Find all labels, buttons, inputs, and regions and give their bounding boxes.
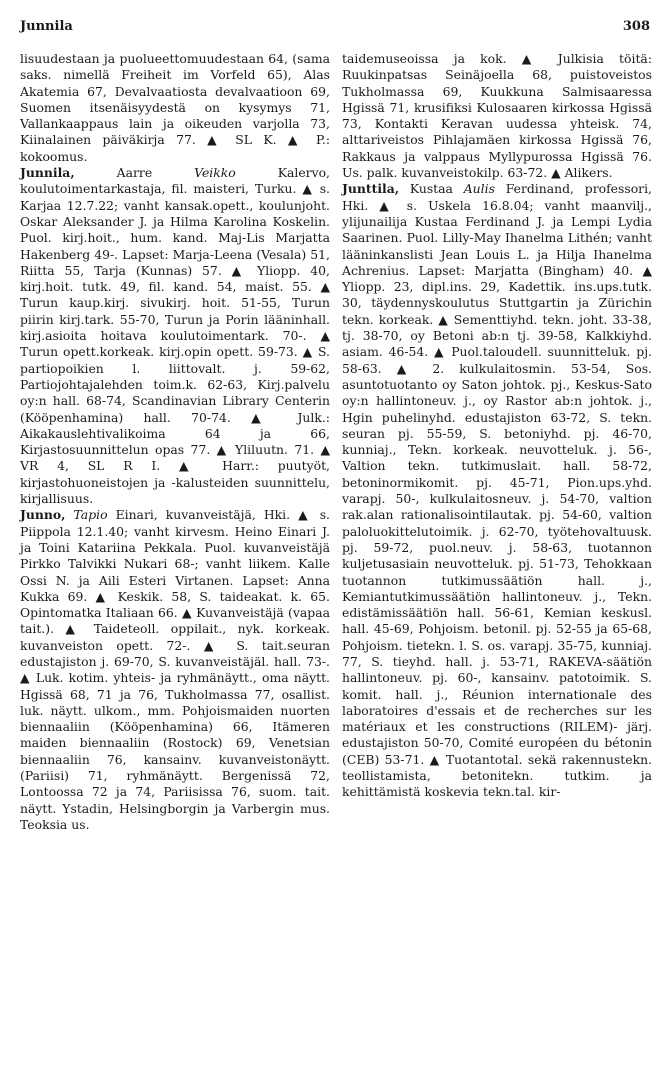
left-column [20,51,330,833]
entry-junno-tapio: Junno, Tapio Einari, kuvanveistäjä, Hki. ▲ s. Piippola 12.1.40; vanht kirvesm. Heino Einari J. ja Toini Katariina Pekkala. Puol. kuvanveistäjä Pirkko Talvikki Nukari 68-; vanht liikem. Kalle Ossi N. ja Aili Esteri Virtanen. Lapset: Anna Kukka 69. ▲ Keskik. 58, S. taideakat. k. 65. Opintomatka Italiaan 66. ▲ Kuvanveistäjä (vapaa tait.). ▲ Taideteoll. oppilait., nyk. korkeak. kuvanveiston opett. 72-. ▲ S. tait.seuran edustajiston j. 69-70, S. kuvanveistäjäl. hall. 73-. ▲ Luk. kotim. yhteis- ja ryhmänäytt., oma näytt. Hgissä 68, 71 ja 76, Tukholmassa 77, osallist. luk. näytt. ulkom., mm. Pohjoismaiden nuorten biennaaliin (Kööpenhamina) 66, Itämeren maiden biennaaliin (Rostock) 69, Venetsian biennaaliin 76, kansainv. kuvanveistonäytt. (Pariisi) 71, ryhmänäytt. Bergenissä 72, Lontoossa 72 ja 74, Pariisissa 76, suom. tait. näytt. Ystadin, Helsingborgin ja Varbergin mus. Teoksia us. [20,507,330,832]
running-head: Junnila [20,19,73,34]
page-number: 308 [622,19,650,34]
right-column [342,51,652,801]
page-header [0,0,672,40]
entry-continuation: lisuudestaan ja puolueettomuudestaan 64, (sama saks. nimellä Freiheit im Vorfeld 65), Alas Akatemia 67, Devalvaatiosta devalvaatioon 69, Suomen itsenäisyydestä on kysymys 71, Vallankaappaus lain ja oikeuden varjolla 73, Kiinalainen päiväkirja 77. ▲ SL K. ▲ P.: kokoomus. [20,51,330,164]
entry-continuation-right: taidemuseoissa ja kok. ▲ Julkisia töitä: Ruukinpatsas Seinäjoella 68, puistoveistos Tukholmassa 69, Kuukkuna Salmisaaressa Hgissä 71, krusifiksi Kulosaaren kirkossa Hgissä 73, Kontakti Keravan uudessa yhteisk. 74, alttariveistos Pihlajamäen kirkossa Hgissä 76, Rakkaus ja valppaus Myllypurossa Hgissä 76. Us. palk. kuvanveistokilp. 63-72. ▲ Alikers. [342,51,652,181]
entry-junttila-kustaa: Junttila, Kustaa Aulis Ferdinand, professori, Hki. ▲ s. Uskela 16.8.04; vanht maanvilj., ylijunailija Kustaa Ferdinand J. ja Lempi Lydia Saarinen. Puol. Lilly-May Ihanelma Lithén; vanht lääninkanslisti Jean Louis L. ja Hilja Ihanelma Achrenius. Lapset: Marjatta (Bingham) 40. ▲ Yliopp. 23, dipl.ins. 29, Kadettik. ins.ups.tutk. 30, täydennyskoulutus Stuttgartin ja Zürichin tekn. korkeak. ▲ Sementtiyhd. tekn. joht. 33-38, tj. 38-70, oy Betoni ab:n tj. 39-58, Kalkkiyhd. asiam. 46-54. ▲ Puol.taloudell. suunnitteluk. pj. 58-63. ▲ 2. kulkulaitosmin. 53-54, Sos. asuntotuotanto oy Saton johtok. pj., Keskus-Sato oy:n hallintoneuv. j., oy Rastor ab:n johtok. j., Hgin puhelinyhd. edustajiston 63-72, S. tekn. seuran pj. 55-59, S. betoniyhd. pj. 46-70, kunniaj., Tekn. korkeak. neuvotteluk. j. 56-, Valtion tekn. tutkimuslait. hall. 58-72, betoninormikomit. pj. 45-71, Pion.ups.yhd. varapj. 50-, kulkulaitosneuv. j. 54-70, valtion rak.alan rationalisointilautak. pj. 54-60, valtion paloluokittelutoimik. j. 62-70, työtehovaltuusk. pj. 59-72, puol.neuv. j. 58-63, tuotannon kuljetusasiain neuvotteluk. pj. 51-73, Tehokkaan tuotannon tutkimussäätiön hall. j., Kemiantutkimussäätiön hallintoneuv. j., Tekn. edistämissäätiön hall. 56-61, Kemian keskusl. hall. 45-69, Pohjoism. betonil. pj. 52-55 ja 65-68, Pohjoism. tietekn. l. S. os. varapj. 35-75, kunniaj. 77, S. tieyhd. hall. j. 53-71, RAKEVA-säätiön hallintoneuv. pj. 60-, kansainv. patotoimik. S. komit. hall. j., Réunion internationale des laboratoires d'essais et de recherches sur les matériaux et les constructions (RILEM)- järj. edustajiston 50-70, Comité européen du bétonin (CEB) 53-71. ▲ Tuotantotal. sekä rakennustekn. teollistamista, betonitekn. tutkim. ja kehittämistä koskevia tekn.tal. kir- [342,181,652,800]
entry-junnila-aarre: Junnila, Aarre Veikko Kalervo, koulutoimentarkastaja, fil. maisteri, Turku. ▲ s. Karjaa 12.7.22; vanht kansak.opett., koulunjoht. Oskar Aleksander J. ja Hilma Karolina Koskelin. Puol. kirj.hoit., hum. kand. Maj-Lis Marjatta Hakenberg 49-. Lapset: Marja-Leena (Vesala) 51, Riitta 55, Tarja (Kunnas) 57. ▲ Yliopp. 40, kirj.hoit. tutk. 49, fil. kand. 54, maist. 55. ▲ Turun kaup.kirj. sivukirj. hoit. 51-55, Turun piirin kirj.tark. 55-70, Turun ja Porin lääninhall. kirj.asioita hoitava koulutoimentark. 70-. ▲ Turun opett.korkeak. kirj.opin opett. 59-73. ▲ S. partiopoikien l. liittovalt. j. 59-62, Partiojohtajalehden toim.k. 62-63, Kirj.palvelu oy:n hall. 68-74, Scandinavian Library Centerin (Kööpenhamina) hall. 70-74. ▲ Julk.: Aikakauslehtivalikoima 64 ja 66, Kirjastosuunnittelun opas 77. ▲ Yliluutn. 71. ▲ VR 4, SL R I. ▲ Harr.: puutyöt, kirjastohuoneistojen ja -kalusteiden suunnittelu, kirjallisuus. [20,165,330,507]
